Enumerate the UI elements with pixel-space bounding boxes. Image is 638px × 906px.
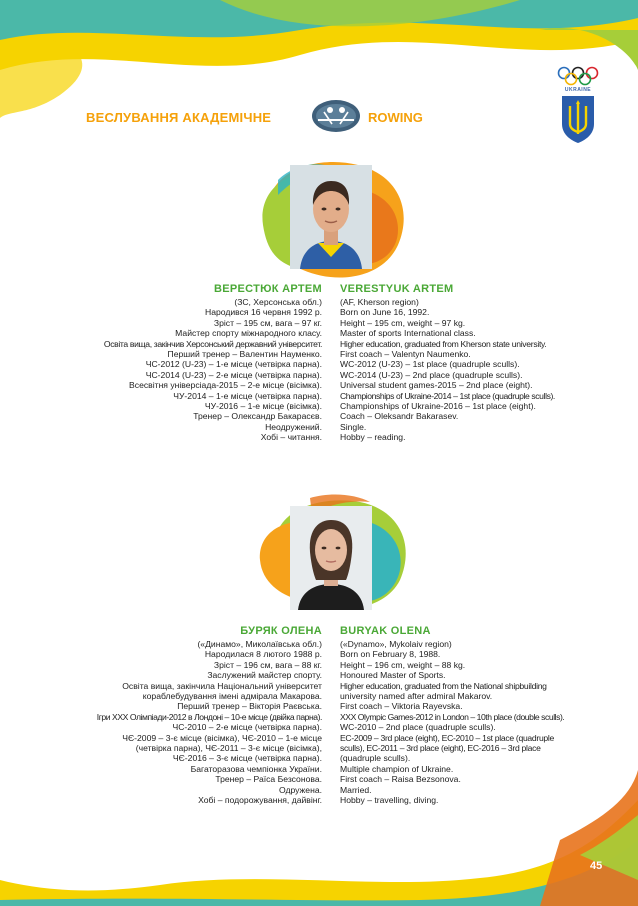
sport-title-en: ROWING bbox=[368, 110, 423, 125]
bio-line: WC-2012 (U-23) – 1st place (quadruple sculls). bbox=[340, 359, 520, 370]
bio-line: Born on June 16, 1992. bbox=[340, 307, 430, 318]
bio-line: Born on February 8, 1988. bbox=[340, 649, 441, 660]
bio-line: Тренер – Олександр Бакарасєв. bbox=[193, 411, 322, 422]
bio-line: ЧУ-2016 – 1-е місце (вісімка). bbox=[204, 401, 322, 412]
bio-line: Hobby – reading. bbox=[340, 432, 406, 443]
bio-line: First coach – Viktoria Rayevska. bbox=[340, 701, 463, 712]
athlete-photo-1 bbox=[290, 165, 372, 269]
bio-line: ЧЄ-2009 – 3-є місце (вісімка), ЧЄ-2010 – 1-е місце bbox=[122, 732, 322, 743]
bio-line: First coach – Raisa Bezsonova. bbox=[340, 774, 461, 785]
page-number: 45 bbox=[590, 860, 603, 872]
bio-line: (четвірка парна), ЧЄ-2011 – 3-є місце (вісімка), bbox=[135, 743, 322, 754]
bio-line: EC-2009 – 3rd place (eight), EC-2010 – 1st place (quadruple bbox=[340, 732, 554, 743]
athlete-2-name-en: BURYAK OLENA bbox=[340, 625, 431, 637]
athlete-2-bio-en bbox=[340, 625, 630, 806]
bio-line: ЧС-2010 – 2-е місце (четвірка парна). bbox=[172, 722, 322, 733]
bio-line: Honoured Master of Sports. bbox=[340, 670, 446, 681]
bio-line: Multiple champion of Ukraine. bbox=[340, 763, 454, 774]
athlete-1-name-en: VERESTYUK ARTEM bbox=[340, 283, 454, 295]
bio-line: WC-2010 – 2nd place (quadruple sculls). bbox=[340, 722, 496, 733]
bio-line: Багаторазова чемпіонка України. bbox=[190, 763, 322, 774]
bio-line: Master of sports International class. bbox=[340, 328, 476, 339]
bio-line: Зріст – 195 см, вага – 97 кг. bbox=[213, 317, 322, 328]
olympic-rings-icon bbox=[556, 66, 600, 86]
athlete-1-bio-en bbox=[340, 283, 630, 443]
bio-line: Single. bbox=[340, 421, 367, 432]
bio-line: Одружена. bbox=[278, 784, 322, 795]
trident-icon bbox=[556, 94, 600, 144]
team-label: UKRAINE bbox=[564, 87, 592, 93]
bio-line: («Dynamo», Mykolaiv region) bbox=[340, 639, 452, 649]
bio-line: Ігри ХХХ Олімпіади-2012 в Лондоні – 10-е місце (двійка парна). bbox=[96, 711, 322, 722]
bio-line: Народилася 8 лютого 1988 р. bbox=[204, 649, 322, 660]
bio-line: ЧС-2014 (U-23) – 2-е місце (четвірка парна). bbox=[145, 369, 322, 380]
bio-line: Universal student games-2015 – 2nd place (eight). bbox=[340, 380, 533, 391]
bio-line: («Динамо», Миколаївська обл.) bbox=[197, 639, 322, 649]
bio-line: Заслужений майстер спорту. bbox=[207, 670, 322, 681]
bio-line: sculls), EC-2011 – 3rd place (eight), EC-2016 – 3rd place bbox=[340, 743, 541, 754]
bio-line: (AF, Kherson region) bbox=[340, 297, 419, 307]
bio-line: кораблебудування імені адмірала Макарова. bbox=[142, 691, 322, 702]
bio-line: Неодружений. bbox=[265, 421, 322, 432]
bio-line: First coach – Valentyn Naumenko. bbox=[340, 349, 471, 360]
athlete-2-name-ua: БУРЯК ОЛЕНА bbox=[240, 625, 322, 637]
sport-title-ua: ВЕСЛУВАННЯ АКАДЕМІЧНЕ bbox=[86, 110, 272, 125]
bio-line: Championships of Ukraine-2016 – 1st place (eight). bbox=[340, 401, 536, 412]
rowing-icon bbox=[310, 98, 362, 134]
bio-line: Освіта вища, закінчив Херсонський державний університет. bbox=[103, 338, 322, 349]
bio-line: ЧС-2012 (U-23) – 1-е місце (четвірка парна). bbox=[145, 359, 322, 370]
bio-line: Hobby – travelling, diving. bbox=[340, 795, 439, 806]
athlete-photo-2 bbox=[290, 506, 372, 610]
bio-line: Higher education, graduated from Kherson state university. bbox=[340, 338, 547, 349]
bio-line: Майстер спорту міжнародного класу. bbox=[175, 328, 322, 339]
athlete-1-bio-ua bbox=[20, 283, 322, 443]
bio-line: Хобі – читання. bbox=[260, 432, 322, 443]
bio-line: Перший тренер – Вікторія Раєвська. bbox=[177, 701, 322, 712]
bio-line: WC-2014 (U-23) – 2nd place (quadruple sculls). bbox=[340, 369, 523, 380]
bio-line: Coach – Oleksandr Bakarasev. bbox=[340, 411, 459, 422]
bio-line: Освіта вища, закінчила Національний університет bbox=[122, 680, 322, 691]
bio-line: XXX Olympic Games-2012 in London – 10th place (double sculls). bbox=[340, 711, 565, 722]
bio-line: (quadruple sculls). bbox=[340, 753, 411, 764]
bio-line: Всесвітня універсіада-2015 – 2-е місце (вісімка). bbox=[129, 380, 322, 391]
bio-line: Перший тренер – Валентин Науменко. bbox=[167, 349, 322, 360]
bio-line: ЧУ-2014 – 1-е місце (четвірка парна). bbox=[173, 390, 322, 401]
bio-line: Тренер – Раїса Безсонова. bbox=[215, 774, 322, 785]
bio-line: Championships of Ukraine-2014 – 1st place (quadruple sculls). bbox=[340, 390, 555, 401]
bio-line: ЧЄ-2016 – 3-є місце (четвірка парна). bbox=[172, 753, 322, 764]
bio-line: Height – 195 cm, weight – 97 kg. bbox=[340, 317, 466, 328]
bio-line: university named after admiral Makarov. bbox=[340, 691, 493, 702]
bio-line: Народився 16 червня 1992 р. bbox=[205, 307, 322, 318]
olympic-team-logo bbox=[556, 66, 600, 146]
athlete-2-bio-ua bbox=[20, 625, 322, 806]
bio-line: Higher education, graduated from the National shipbuilding bbox=[340, 680, 547, 691]
bio-line: Зріст – 196 см, вага – 88 кг. bbox=[213, 659, 322, 670]
bio-line: Married. bbox=[340, 784, 372, 795]
bio-line: Хобі – подорожування, дайвінг. bbox=[198, 795, 322, 806]
athlete-1-name-ua: ВЕРЕСТЮК АРТЕМ bbox=[213, 283, 322, 295]
bio-line: Height – 196 cm, weight – 88 kg. bbox=[340, 659, 466, 670]
bio-line: (ЗС, Херсонська обл.) bbox=[234, 297, 322, 307]
